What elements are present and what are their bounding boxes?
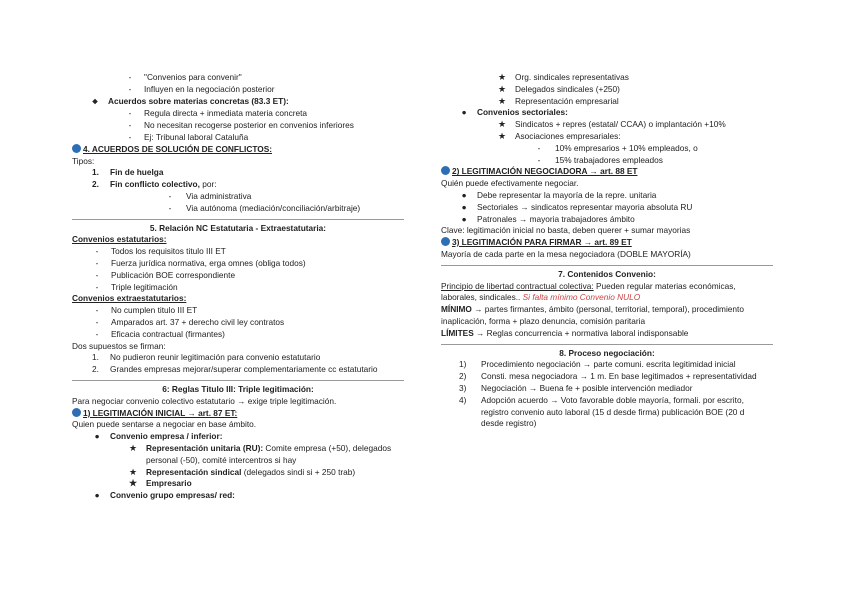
tipos-label: Tipos: bbox=[72, 155, 95, 166]
section-5-title: 5. Relación NC Estatutaria - Extraestatutaria: bbox=[149, 222, 327, 233]
list-item: ● Patronales → mayoria trabajadores ámbito bbox=[459, 214, 773, 226]
list-item-cont: personal (-50), comité intercentros si hay bbox=[146, 454, 297, 465]
star-icon: ★ bbox=[497, 119, 507, 130]
divider bbox=[441, 344, 773, 345]
list-item: ★ Representación unitaria (RU): Comite empresa (+50), delegados bbox=[128, 442, 392, 453]
clave-note: Clave: legitimación inicial no basta, deben querer + sumar mayorias bbox=[441, 225, 691, 236]
list-item: 1. No pudieron reunir legitimación para convenio estatutario bbox=[92, 352, 321, 363]
list-item-cont: registro convenio auto laboral (15 d desde firma) publicación BOE (20 d bbox=[481, 406, 745, 417]
dos-supuestos: Dos supuestos se firman: bbox=[72, 340, 166, 351]
star-icon: ★ bbox=[497, 95, 507, 106]
list-item: - Todos los requisitos titulo III ET bbox=[95, 246, 226, 257]
section-7-title: 7. Contenidos Convenio: bbox=[558, 268, 656, 279]
left-column bbox=[72, 72, 404, 502]
diamond-icon: ❖ bbox=[91, 98, 99, 106]
leg1-intro: Quien puede sentarse a negociar en base ámbito. bbox=[72, 419, 257, 430]
list-item: 4) Adopción acuerdo → Voto favorable doble mayoría, formali. por escrito, bbox=[459, 394, 744, 405]
blue-circle-icon bbox=[441, 166, 450, 175]
list-item: - Publicación BOE correspondiente bbox=[95, 269, 236, 280]
list-item: 2) Consti. mesa negociadora → 1 m. En base legitimados + representatividad bbox=[459, 371, 757, 382]
blue-circle-icon bbox=[72, 408, 81, 417]
list-item: - Via administrativa bbox=[168, 190, 252, 201]
dot-bullet: ● bbox=[94, 431, 100, 442]
star-icon: ★ bbox=[497, 72, 507, 82]
leg3-heading: 3) LEGITIMACIÓN PARA FIRMAR → art. 89 ET bbox=[441, 237, 773, 249]
list-item: - Fuerza jurídica normativa, erga omnes (obliga todos) bbox=[95, 257, 306, 268]
dot-bullet: ● bbox=[461, 189, 467, 200]
section-6-title: 6: Reglas Titulo III: Triple legitimación: bbox=[162, 383, 314, 394]
list-item: ● Convenio empresa / inferior: bbox=[92, 431, 404, 443]
star-icon: ★ bbox=[497, 130, 507, 141]
list-item: 2. Grandes empresas mejorar/superar complementariamente cc estatutario bbox=[92, 364, 378, 375]
list-item: ★ Org. sindicales representativas bbox=[497, 72, 629, 82]
list-item: - Eficacia contractual (firmantes) bbox=[95, 328, 225, 339]
list-item: ★ Representación sindical (delegados sindi si + 250 trab) bbox=[128, 466, 356, 477]
minimo-cont: inaplicación, forma + plazo denuncia, comisión paritaria bbox=[441, 315, 646, 326]
acuerdos-heading: ❖ Acuerdos sobre materias concretas (83.3 ET): bbox=[90, 96, 404, 109]
leg2-heading: 2) LEGITIMACIÓN NEGOCIADORA → art. 88 ET bbox=[441, 166, 773, 178]
sec6-intro: Para negociar convenio colectivo estatutario → exige triple legitimación. bbox=[72, 395, 337, 406]
right-column bbox=[441, 72, 773, 430]
list-item: ● Sectoriales → sindicatos representar mayoria absoluta RU bbox=[459, 202, 773, 214]
blue-circle-icon bbox=[72, 144, 81, 153]
list-item: - "Convenios para convenir" bbox=[125, 72, 404, 84]
dash-bullet: - bbox=[128, 72, 132, 82]
dot-bullet: ● bbox=[461, 107, 467, 118]
list-item: - Amparados art. 37 + derecho civil ley contratos bbox=[95, 316, 285, 327]
star-icon: ★ bbox=[128, 466, 138, 477]
list-item: ★ Sindicatos + repres (estatal/ CCAA) o implantación +10% bbox=[497, 119, 726, 130]
list-item: ● Convenios sectoriales: bbox=[459, 107, 773, 119]
divider bbox=[441, 265, 773, 266]
list-item: ★ Empresario bbox=[128, 478, 192, 489]
list-item: 1) Procedimiento negociación → parte comuni. escrita legitimidad inicial bbox=[459, 359, 736, 370]
leg3-text: Mayoría de cada parte en la mesa negociadora (DOBLE MAYORÍA) bbox=[441, 248, 691, 259]
list-item: ★ Delegados sindicales (+250) bbox=[497, 83, 620, 94]
divider bbox=[72, 219, 404, 220]
list-item: 3) Negociación → Buena fe + posible intervención mediador bbox=[459, 382, 693, 393]
principio-line: Principio de libertad contractual colectiva: Pueden regular materias económicas, bbox=[441, 280, 736, 291]
list-item: 2. Fin conflicto colectivo, por: bbox=[92, 179, 217, 190]
star-icon: ★ bbox=[128, 478, 138, 489]
list-item: ★ Representación empresarial bbox=[497, 95, 619, 106]
list-item: - Regula directa + inmediata materia concreta bbox=[128, 108, 308, 119]
dash-bullet: - bbox=[128, 83, 132, 94]
conv-estat-heading: Convenios estatutarios: bbox=[72, 234, 167, 245]
list-item: - No necesitan recogerse posterior en convenios inferiores bbox=[128, 120, 354, 131]
list-item: - Ej: Tribunal laboral Cataluña bbox=[128, 131, 249, 142]
principio-cont: laborales, sindicales.. Si falta mínimo Convenio NULO bbox=[441, 292, 641, 303]
list-item: ● Debe representar la mayoría de la repre. unitaria bbox=[459, 190, 773, 202]
list-item: ● Convenio grupo empresas/ red: bbox=[92, 490, 404, 502]
section-4-title: 4. ACUERDOS DE SOLUCIÓN DE CONFLICTOS: bbox=[72, 144, 404, 156]
list-item-cont: desde registro) bbox=[481, 418, 537, 429]
list-item: - Triple legitimación bbox=[95, 281, 178, 292]
divider bbox=[72, 380, 404, 381]
list-item: 1. Fin de huelga bbox=[92, 167, 164, 178]
minimo-line: MÍNIMO → partes firmantes, ámbito (personal, territorial, temporal), procedimiento bbox=[441, 304, 744, 315]
section-8-title: 8. Proceso negociación: bbox=[559, 347, 655, 358]
list-item: ★ Asociaciones empresariales: bbox=[497, 130, 621, 141]
leg1-heading: 1) LEGITIMACIÓN INICIAL → art. 87 ET: bbox=[72, 408, 404, 420]
list-item: - No cumplen titulo III ET bbox=[95, 305, 198, 316]
limites-line: LÍMITES → Reglas concurrencia + normativa laboral indisponsable bbox=[441, 327, 689, 338]
conv-extra-heading: Convenios extraestatutarios: bbox=[72, 293, 187, 304]
list-item: - 15% trabajadores empleados bbox=[537, 154, 663, 165]
list-item: - Influyen en la negociación posterior bbox=[125, 84, 404, 96]
dot-bullet: ● bbox=[461, 213, 467, 224]
list-item: - Via autónoma (mediación/conciliación/arbitraje) bbox=[168, 202, 361, 213]
list-item: - 10% empresarios + 10% empleados, o bbox=[537, 142, 698, 153]
dot-bullet: ● bbox=[94, 490, 100, 501]
leg2-intro: Quién puede efectivamente negociar. bbox=[441, 178, 579, 189]
star-icon: ★ bbox=[128, 442, 138, 453]
star-icon: ★ bbox=[497, 83, 507, 94]
blue-circle-icon bbox=[441, 237, 450, 246]
dot-bullet: ● bbox=[461, 201, 467, 212]
